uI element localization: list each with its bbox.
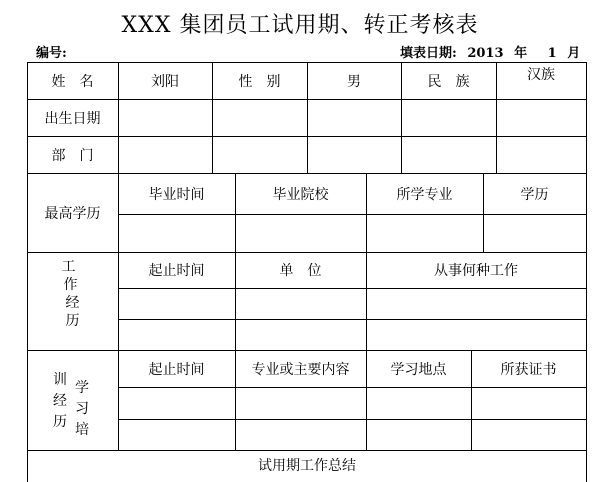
department-label: 部 门 [51,147,94,164]
education-header-school: 毕业院校 [272,186,329,203]
work-header-role: 从事何种工作 [434,263,518,279]
fill-month: 1 [547,46,557,61]
training-header-content: 专业或主要内容 [251,361,350,378]
education-header-graduation-time: 毕业时间 [148,186,205,203]
gender-label: 性 别 [238,73,281,90]
training-header-location: 学习地点 [390,361,447,378]
training-section-col1 [50,370,70,433]
probation-summary-label: 试用期工作总结 [258,458,356,474]
work-section-char: 历 [65,313,80,329]
work-section-char: 经 [65,295,80,311]
ethnicity-label: 民 族 [427,73,470,90]
ethnicity-value: 汉族 [527,67,555,83]
training-section-char: 学 [75,380,89,396]
work-section-label [27,258,118,330]
name-label: 姓 名 [51,73,94,90]
name-value: 刘阳 [151,73,179,90]
training-section-char: 经 [53,393,67,409]
training-section-char: 历 [53,414,67,430]
training-header-period: 起止时间 [148,361,205,378]
work-section-char: 工 [61,259,76,275]
training-section-char: 训 [53,372,67,388]
education-section-label: 最高学历 [44,205,101,222]
training-header-certificate: 所获证书 [500,361,557,378]
work-header-period: 起止时间 [148,263,205,279]
form-title: XXX 集团员工试用期、转正考核表 [121,13,479,38]
fill-date-label: 填表日期: [400,46,457,61]
training-section-char: 习 [75,401,89,417]
education-header-degree: 学历 [520,186,549,203]
number-label: 编号: [36,46,67,61]
training-section-col2 [72,378,92,441]
year-unit: 年 [514,46,528,61]
fill-date [400,42,586,61]
birthdate-label: 出生日期 [44,110,101,127]
month-unit: 月 [567,46,581,61]
training-section-char: 培 [75,422,89,438]
education-header-major: 所学专业 [396,186,453,203]
work-header-employer: 单 位 [279,263,322,279]
gender-value: 男 [347,73,361,90]
fill-year: 2013 [467,46,504,61]
work-section-char: 作 [63,277,78,293]
